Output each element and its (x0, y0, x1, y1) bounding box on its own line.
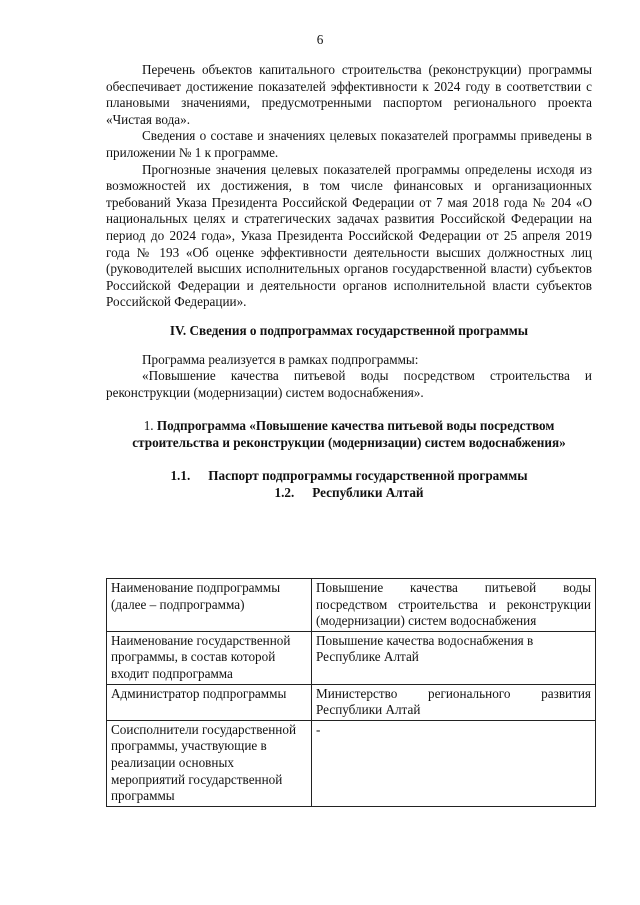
table-row (107, 631, 596, 684)
table-row (107, 579, 596, 632)
table-row (107, 684, 596, 720)
paragraph-forecast-values: Прогнозные значения целевых показателей программы определены исходя из возможностей их достижения, в том числе финансовых и организационных требований Указа Президента Российской Федерации от 7 мая 2018 года № 204 «О национальных целях и стратегических задачах развития Российской Федерации на период до 2024 года», Указа Президента Российской Федерации от 25 апреля 2019 года № 193 «Об оценке эффективности деятельности высших должностных лиц (руководителей высших исполнительных органов государственной власти) субъектов Российской Федерации и деятельности органов исполнительной власти субъектов Российской Федерации». (106, 161, 592, 310)
table-cell-label: Соисполнители государственной программы, участвующие в реализации основных мероприятий государственной программы (107, 720, 312, 806)
passport-heading-line-1 (106, 468, 592, 485)
passport-number-2: 1.2. (274, 485, 295, 501)
table-cell-value: Министерство регионального развития Республики Алтай (312, 684, 596, 720)
passport-number-1: 1.1. (170, 468, 191, 484)
section-4-heading: IV. Сведения о подпрограммах государственной программы (169, 322, 529, 338)
table-cell-label: Администратор подпрограммы (107, 684, 312, 720)
section-4-paragraph-1: Программа реализуется в рамках подпрограммы: (142, 351, 419, 367)
passport-heading-line-2 (106, 485, 592, 502)
subprogram-title: Подпрограмма «Повышение качества питьевой воды посредством строительства и реконструкции (модернизации) систем водоснабжения» (132, 418, 566, 450)
section-4-paragraph-2: «Повышение качества питьевой воды посредством строительства и реконструкции (модернизации) систем водоснабжения». (106, 368, 592, 400)
passport-title-1: Паспорт подпрограммы государственной программы (208, 468, 528, 484)
subprogram-heading (106, 418, 592, 451)
page-number: 6 (316, 32, 324, 47)
passport-title-2: Республики Алтай (312, 485, 424, 501)
paragraph-targets-info: Сведения о составе и значениях целевых показателей программы приведены в приложении № 1 к программе. (106, 128, 592, 160)
table-cell-value: - (312, 720, 596, 806)
table-cell-value: Повышение качества питьевой воды посредством строительства и реконструкции (модернизации) систем водоснабжения (312, 579, 596, 632)
table-row (107, 720, 596, 806)
document-body (106, 62, 592, 502)
table-cell-label: Наименование государственной программы, в состав которой входит подпрограмма (107, 631, 312, 684)
paragraph-objects-list: Перечень объектов капитального строительства (реконструкции) программы обеспечивает достижение показателей эффективности к 2024 году в соответствии с плановыми значениями, предусмотренными паспортом регионального проекта «Чистая вода». (106, 62, 592, 127)
table-cell-value: Повышение качества водоснабжения в Республике Алтай (312, 631, 596, 684)
table-cell-label: Наименование подпрограммы (далее – подпрограмма) (107, 579, 312, 632)
subprogram-number: 1. (143, 418, 154, 434)
passport-table (106, 578, 596, 807)
